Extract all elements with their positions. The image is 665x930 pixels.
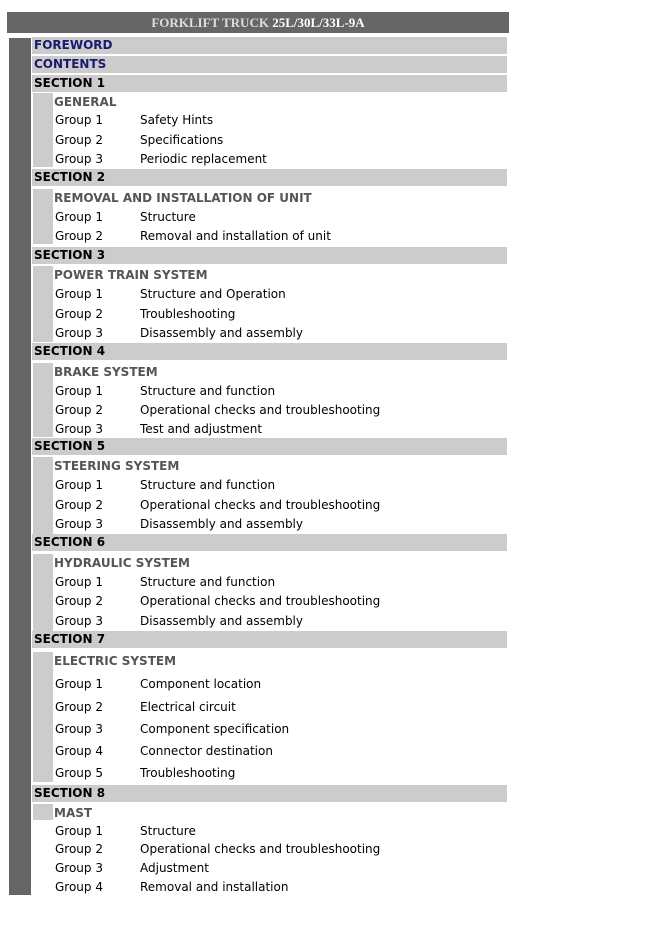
group-title: Component location	[140, 677, 262, 691]
group-link[interactable]	[54, 401, 504, 419]
section-heading: HYDRAULIC SYSTEM	[54, 556, 190, 570]
section-heading: REMOVAL AND INSTALLATION OF UNIT	[54, 191, 312, 205]
group-number: Group 2	[55, 594, 103, 608]
group-number: Group 2	[55, 229, 103, 243]
group-number: Group 5	[55, 766, 103, 780]
group-number: Group 1	[55, 210, 103, 224]
section-header[interactable]	[32, 631, 507, 648]
section-header[interactable]	[32, 534, 507, 551]
nav-link-label: CONTENTS	[34, 57, 107, 71]
section-heading: MAST	[54, 806, 93, 820]
section-header[interactable]	[32, 438, 507, 455]
group-number: Group 3	[55, 722, 103, 736]
group-title: Periodic replacement	[140, 152, 267, 166]
section-label: SECTION 2	[34, 170, 106, 184]
group-link[interactable]	[54, 285, 504, 303]
title-model: 25L/30L/33L-9A	[272, 15, 365, 30]
section-heading: ELECTRIC SYSTEM	[54, 654, 177, 668]
title-prefix: FORKLIFT TRUCK	[151, 15, 269, 30]
section-header[interactable]	[32, 169, 507, 186]
group-link[interactable]	[54, 227, 504, 245]
section-label: SECTION 1	[34, 76, 106, 90]
group-number: Group 2	[55, 700, 103, 714]
group-link[interactable]	[54, 131, 504, 149]
group-link[interactable]	[54, 592, 504, 610]
group-number: Group 4	[55, 744, 103, 758]
section-heading: STEERING SYSTEM	[54, 459, 180, 473]
group-number: Group 1	[55, 384, 103, 398]
group-link[interactable]	[54, 742, 504, 760]
group-link[interactable]	[54, 675, 504, 693]
group-link[interactable]	[54, 878, 504, 896]
section-header[interactable]	[32, 343, 507, 360]
group-title: Disassembly and assembly	[140, 326, 303, 340]
section-header[interactable]	[32, 75, 507, 92]
group-title: Disassembly and assembly	[140, 517, 303, 531]
group-title: Structure	[140, 210, 196, 224]
group-title: Operational checks and troubleshooting	[140, 403, 381, 417]
group-link[interactable]	[54, 305, 504, 323]
group-number: Group 1	[55, 478, 103, 492]
group-number: Group 2	[55, 307, 103, 321]
section-label: SECTION 4	[34, 344, 106, 358]
group-title: Structure and function	[140, 575, 276, 589]
group-number: Group 1	[55, 677, 103, 691]
group-title: Specifications	[140, 133, 224, 147]
group-title: Operational checks and troubleshooting	[140, 842, 381, 856]
group-title: Test and adjustment	[140, 422, 263, 436]
section-heading: POWER TRAIN SYSTEM	[54, 268, 208, 282]
section-indent-bar	[33, 804, 53, 820]
section-label: SECTION 7	[34, 632, 106, 646]
group-title: Operational checks and troubleshooting	[140, 594, 381, 608]
group-title: Removal and installation	[140, 880, 289, 894]
group-link[interactable]	[54, 111, 504, 129]
group-title: Disassembly and assembly	[140, 614, 303, 628]
group-link[interactable]	[54, 698, 504, 716]
group-number: Group 1	[55, 824, 103, 838]
group-link[interactable]	[54, 720, 504, 738]
group-link[interactable]	[54, 822, 504, 840]
nav-link-contents[interactable]	[32, 56, 507, 73]
group-number: Group 2	[55, 498, 103, 512]
section-heading: BRAKE SYSTEM	[54, 365, 158, 379]
group-link[interactable]	[54, 150, 504, 168]
group-number: Group 3	[55, 861, 103, 875]
group-title: Electrical circuit	[140, 700, 236, 714]
group-number: Group 1	[55, 113, 103, 127]
group-link[interactable]	[54, 573, 504, 591]
group-number: Group 3	[55, 614, 103, 628]
group-number: Group 3	[55, 326, 103, 340]
group-title: Connector destination	[140, 744, 273, 758]
section-indent-bar	[33, 554, 53, 631]
group-number: Group 2	[55, 133, 103, 147]
group-link[interactable]	[54, 859, 504, 877]
group-link[interactable]	[54, 612, 504, 630]
group-number: Group 1	[55, 287, 103, 301]
group-link[interactable]	[54, 382, 504, 400]
section-indent-bar	[33, 363, 53, 437]
group-title: Structure and function	[140, 478, 276, 492]
section-label: SECTION 6	[34, 535, 106, 549]
group-title: Safety Hints	[140, 113, 214, 127]
group-title: Structure and function	[140, 384, 276, 398]
group-number: Group 4	[55, 880, 103, 894]
group-link[interactable]	[54, 496, 504, 514]
group-number: Group 1	[55, 575, 103, 589]
group-title: Operational checks and troubleshooting	[140, 498, 381, 512]
section-label: SECTION 5	[34, 439, 106, 453]
section-indent-bar	[33, 652, 53, 782]
group-number: Group 3	[55, 152, 103, 166]
section-header[interactable]	[32, 785, 507, 802]
group-title: Troubleshooting	[140, 307, 236, 321]
group-link[interactable]	[54, 420, 504, 438]
group-title: Structure	[140, 824, 196, 838]
group-link[interactable]	[54, 764, 504, 782]
nav-link-foreword[interactable]	[32, 37, 507, 54]
section-label: SECTION 8	[34, 786, 106, 800]
group-title: Component specification	[140, 722, 290, 736]
group-number: Group 2	[55, 842, 103, 856]
group-link[interactable]	[54, 476, 504, 494]
group-title: Adjustment	[140, 861, 209, 875]
section-heading: GENERAL	[54, 95, 117, 109]
group-title: Structure and Operation	[140, 287, 286, 301]
group-title: Troubleshooting	[140, 766, 236, 780]
group-number: Group 2	[55, 403, 103, 417]
section-indent-bar	[33, 457, 53, 534]
group-title: Removal and installation of unit	[140, 229, 331, 243]
group-number: Group 3	[55, 422, 103, 436]
group-number: Group 3	[55, 517, 103, 531]
section-indent-bar	[33, 266, 53, 342]
group-link[interactable]	[54, 208, 504, 226]
section-indent-bar	[33, 189, 53, 244]
group-link[interactable]	[54, 515, 504, 533]
nav-link-label: FOREWORD	[34, 38, 113, 52]
section-indent-bar	[33, 93, 53, 167]
group-link[interactable]	[54, 324, 504, 342]
section-header[interactable]	[32, 247, 507, 264]
section-label: SECTION 3	[34, 248, 106, 262]
group-link[interactable]	[54, 840, 504, 858]
